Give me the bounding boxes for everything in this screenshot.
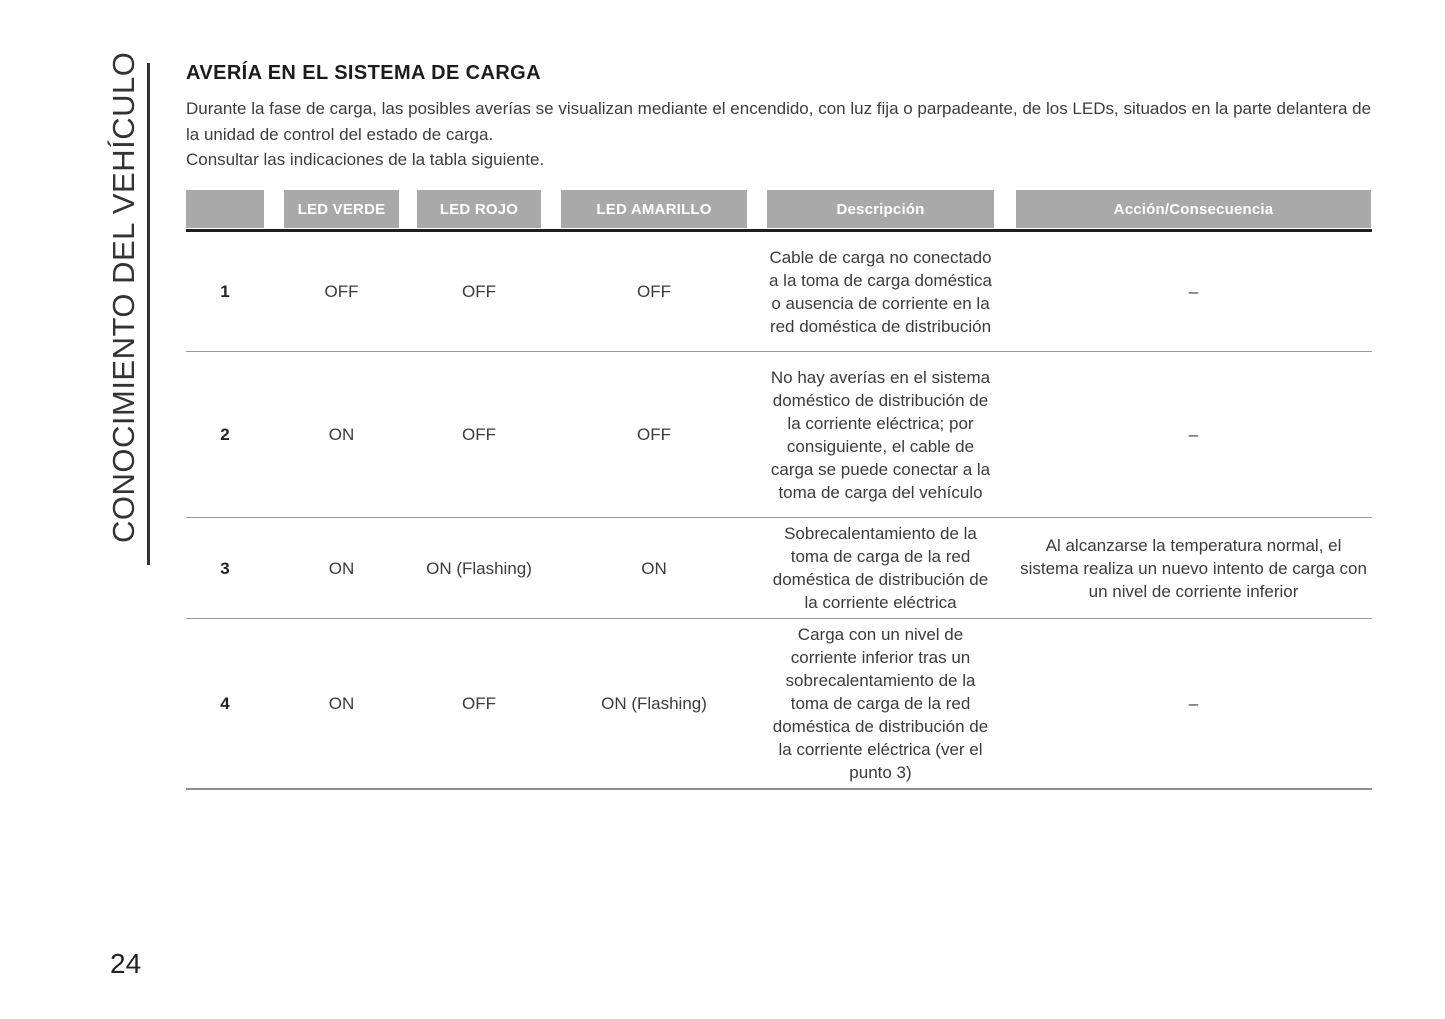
page-number: 24 xyxy=(110,948,142,979)
cell-led-amarillo: OFF xyxy=(637,282,671,301)
cell-descripcion: Carga con un nivel de corriente inferior tras un sobrecalentamiento de la toma de carga de la red doméstica de distribución de la corriente eléctrica (ver el punto 3) xyxy=(772,625,989,782)
header-accion: Acción/Consecuencia xyxy=(1016,190,1371,228)
table-header-row xyxy=(186,190,1372,228)
cell-led-verde: ON xyxy=(328,558,355,578)
table-row xyxy=(186,352,1372,518)
cell-led-amarillo: ON (Flashing) xyxy=(601,694,707,713)
cell-descripcion: No hay averías en el sistema doméstico de distribución de la corriente eléctrica; por consiguiente, el cable de carga se puede conectar a la toma de carga del vehículo xyxy=(770,367,991,502)
header-led-amarillo: LED AMARILLO xyxy=(561,190,747,228)
table-reference-paragraph: Consultar las indicaciones de la tabla siguiente. xyxy=(186,150,545,169)
chapter-label: CONOCIMIENTO DEL VEHÍCULO xyxy=(106,51,141,543)
cell-led-rojo: OFF xyxy=(462,694,496,713)
cell-led-verde: ON xyxy=(328,694,355,713)
cell-led-verde: ON xyxy=(328,425,355,444)
chapter-rule xyxy=(147,63,150,565)
cell-accion: Al alcanzarse la temperatura normal, el sistema realiza un nuevo intento de carga con un nivel de corriente inferior xyxy=(1020,535,1367,601)
cell-row-number: 2 xyxy=(220,425,230,444)
cell-led-rojo: OFF xyxy=(462,282,496,301)
header-led-verde: LED VERDE xyxy=(284,190,399,228)
cell-row-number: 3 xyxy=(220,558,230,578)
header-descripcion: Descripción xyxy=(767,190,994,228)
cell-row-number: 1 xyxy=(220,282,230,301)
cell-led-rojo: ON (Flashing) xyxy=(426,558,532,578)
cell-descripcion: Cable de carga no conectado a la toma de carga doméstica o ausencia de corriente en la red doméstica de distribución xyxy=(768,247,992,336)
page-title: AVERÍA EN EL SISTEMA DE CARGA xyxy=(186,62,541,84)
cell-row-number: 4 xyxy=(220,694,230,713)
header-empty xyxy=(186,190,264,228)
cell-led-amarillo: ON xyxy=(641,558,667,578)
cell-led-rojo: OFF xyxy=(462,425,496,444)
cell-accion: – xyxy=(1188,425,1199,444)
table-row xyxy=(186,232,1372,352)
table-row xyxy=(186,619,1372,790)
led-fault-table xyxy=(186,190,1372,790)
header-led-rojo: LED ROJO xyxy=(417,190,541,228)
cell-accion: – xyxy=(1188,694,1199,713)
cell-led-verde: OFF xyxy=(324,282,359,301)
cell-accion: – xyxy=(1188,282,1199,301)
table-row xyxy=(186,518,1372,619)
cell-descripcion: Sobrecalentamiento de la toma de carga de la red doméstica de distribución de la corriente eléctrica xyxy=(772,524,989,612)
intro-paragraph: Durante la fase de carga, las posibles averías se visualizan mediante el encendido, con luz fija o parpadeante, de los LEDs, situados en la parte delantera de la unidad de control del estado de carga. xyxy=(186,99,1372,144)
cell-led-amarillo: OFF xyxy=(637,425,671,444)
